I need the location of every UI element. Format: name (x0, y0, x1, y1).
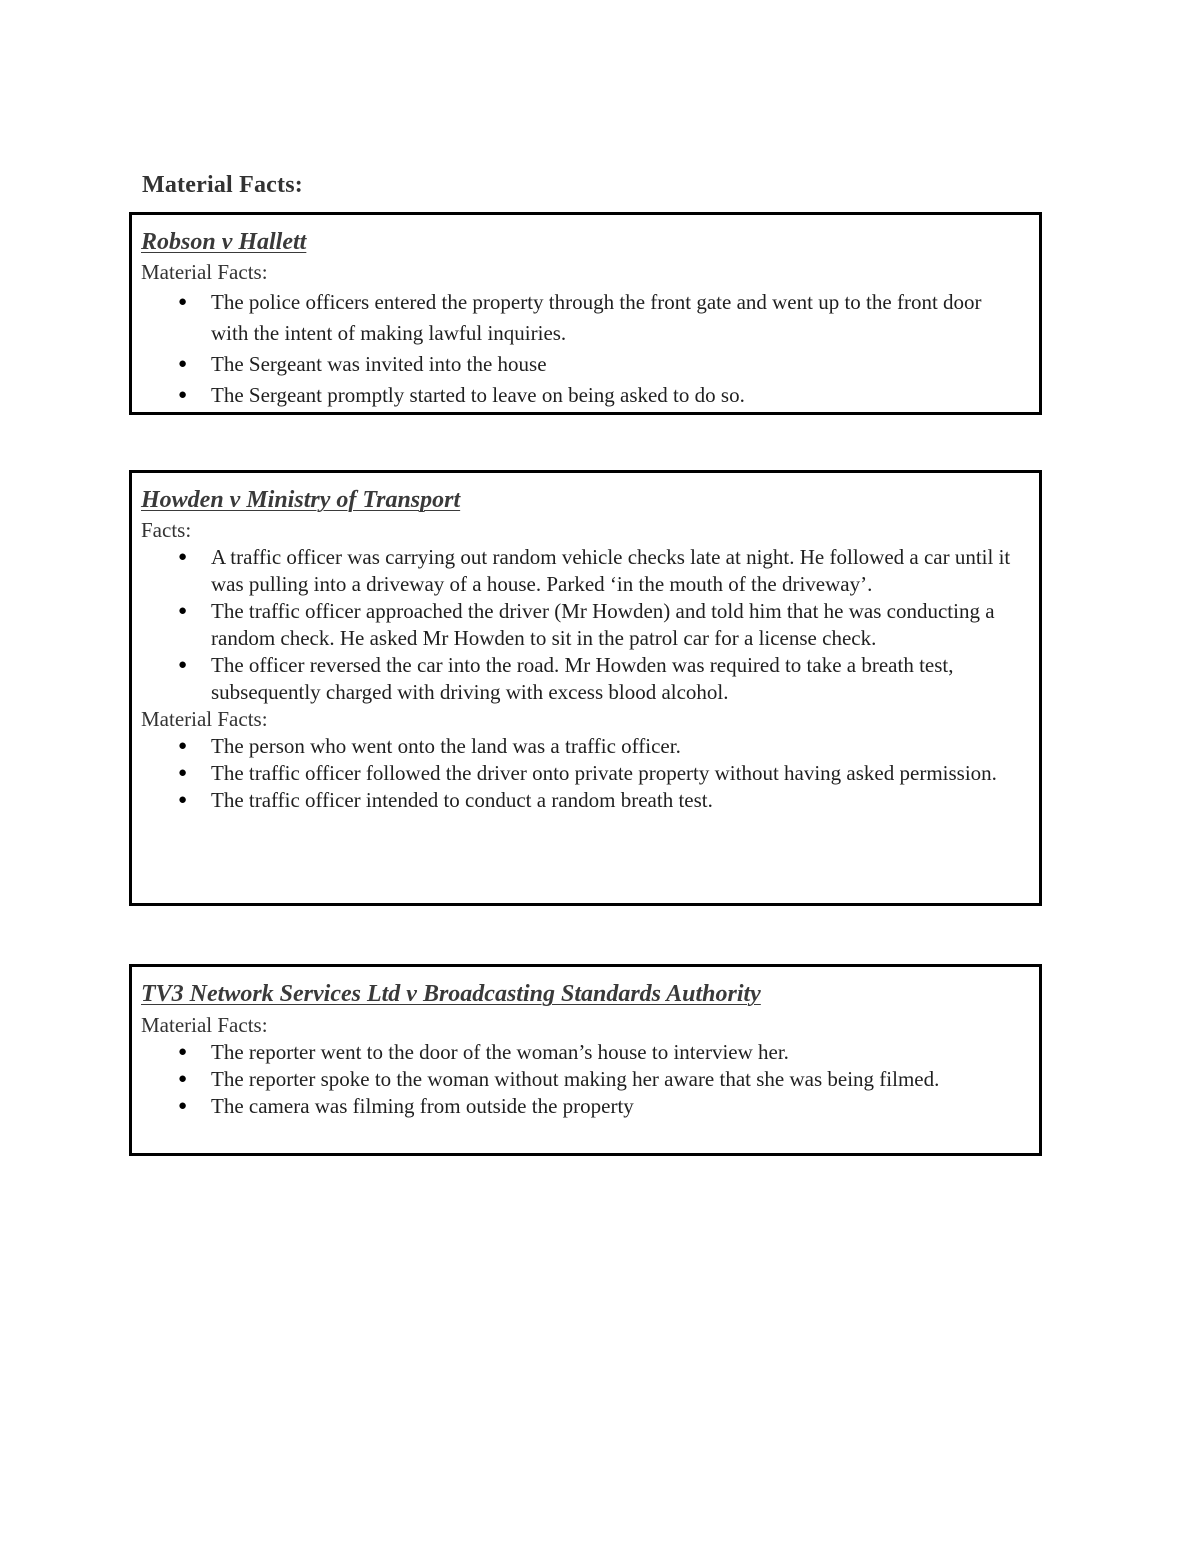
bullet-icon: ● (178, 603, 188, 619)
case-box-howden-v-ministry-of-transport (129, 470, 1042, 906)
bullet-icon: ● (178, 765, 188, 781)
list-item: ● The reporter went to the door of the woman’s house to interview her. (178, 1040, 789, 1064)
bullet-icon: ● (178, 1098, 188, 1114)
bullet-icon: ● (178, 356, 188, 372)
list-item: ● The traffic officer intended to conduct a random breath test. (178, 788, 713, 812)
bullet-icon: ● (178, 657, 188, 673)
list-item: ● The officer reversed the car into the road. Mr Howden was required to take a breath test, subsequently charged with driving with excess blood alcohol. (178, 653, 954, 704)
bullet-icon: ● (178, 738, 188, 754)
list-item: ● The Sergeant was invited into the house (211, 349, 1019, 380)
list-item: ● The Sergeant promptly started to leave on being asked to do so. (211, 380, 1019, 411)
list-item: ● A traffic officer was carrying out random vehicle checks late at night. He followed a car until it was pulling into a driveway of a house. Parked ‘in the mouth of the driveway’. (178, 545, 1011, 596)
case-title: Howden v Ministry of Transport (141, 487, 461, 513)
case-title: Robson v Hallett (141, 229, 307, 255)
list-item: ● The police officers entered the property through the front gate and went up to the front door with the intent of making lawful inquiries. (211, 287, 1019, 349)
list-item: ● The camera was filming from outside the property (178, 1094, 634, 1118)
material-facts-list (141, 733, 1019, 814)
material-facts-list (141, 1039, 1019, 1120)
case-title: TV3 Network Services Ltd v Broadcasting Standards Authority (141, 981, 761, 1007)
list-item: ● The traffic officer approached the driver (Mr Howden) and told him that he was conducting a random check. He asked Mr Howden to sit in the patrol car for a license check. (178, 599, 995, 650)
case-box-tv3-v-bsa (129, 964, 1042, 1156)
list-item: ● The reporter spoke to the woman without making her aware that she was being filmed. (178, 1067, 940, 1091)
material-facts-label: Material Facts: (141, 1013, 268, 1037)
list-item: ● The traffic officer followed the driver onto private property without having asked permission. (178, 761, 997, 785)
bullet-icon: ● (178, 1071, 188, 1087)
material-facts-label: Material Facts: (141, 707, 268, 731)
case-box-robson-v-hallett (129, 212, 1042, 415)
bullet-icon: ● (178, 549, 188, 565)
bullet-icon: ● (178, 387, 188, 403)
facts-label: Facts: (141, 518, 192, 542)
facts-list (141, 544, 1019, 706)
material-facts-list (141, 287, 1019, 411)
material-facts-label: Material Facts: (141, 260, 268, 284)
bullet-icon: ● (178, 1044, 188, 1060)
bullet-icon: ● (178, 792, 188, 808)
bullet-icon: ● (178, 294, 188, 310)
page-title: Material Facts: (142, 172, 303, 198)
list-item: ● The person who went onto the land was a traffic officer. (178, 734, 681, 758)
